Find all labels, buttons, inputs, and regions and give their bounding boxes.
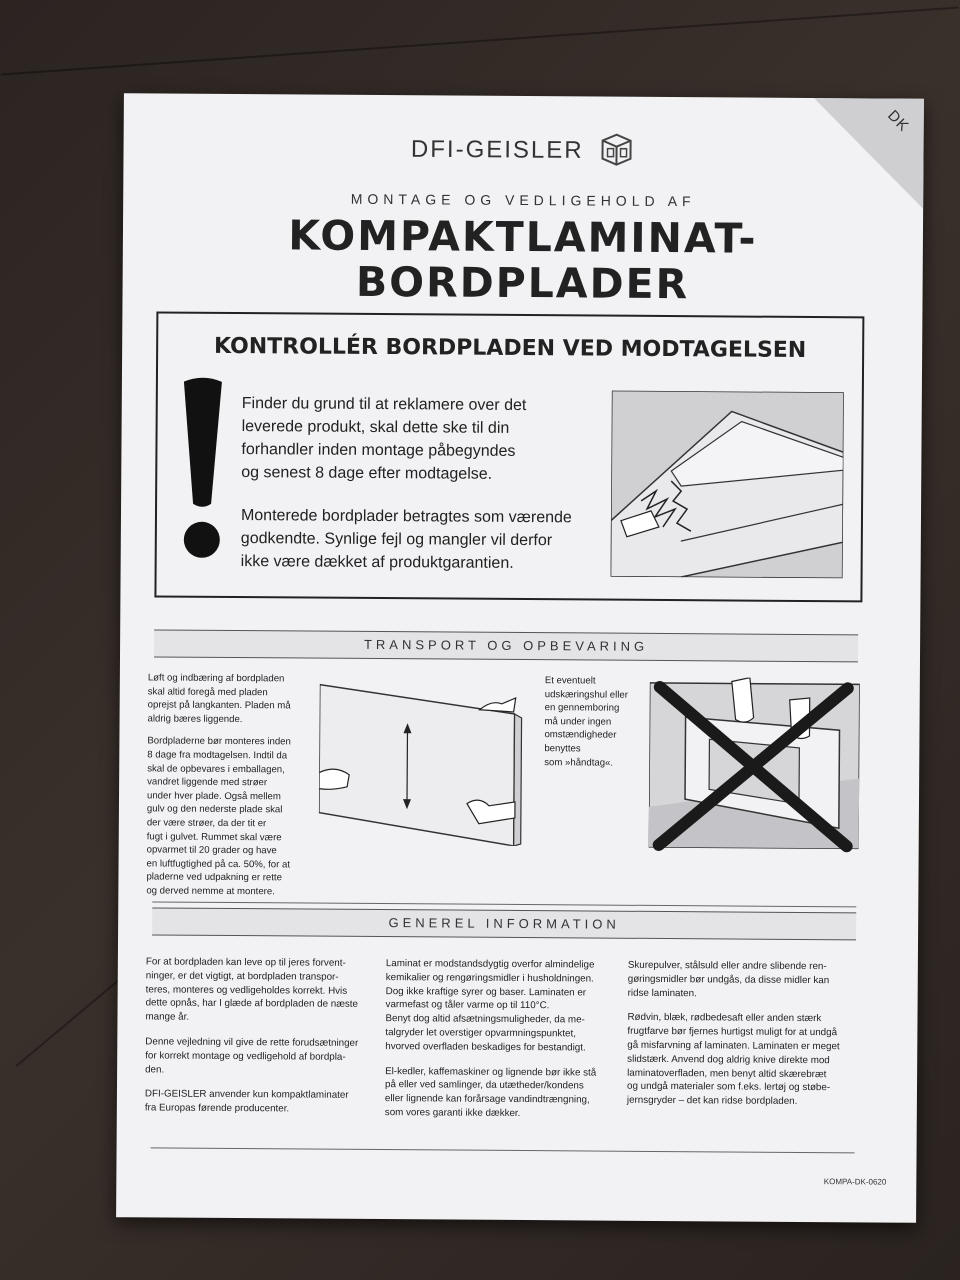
text-line: og derved nemme at montere. bbox=[146, 885, 275, 898]
general-paragraph bbox=[145, 1088, 371, 1117]
text-line: som vores garanti ikke dækker. bbox=[384, 1107, 521, 1119]
general-paragraph bbox=[385, 957, 612, 1055]
general-paragraph bbox=[628, 959, 854, 1002]
text-line: ikke være dækket af produktgarantien. bbox=[240, 553, 514, 572]
text-line: aldrig bæres liggende. bbox=[147, 713, 243, 725]
text-line: en gennemboring bbox=[544, 702, 620, 714]
text-line: Laminat er modstandsdygtig overfor almindelige bbox=[385, 958, 595, 971]
text-line: gulv og den nederste plade skal bbox=[146, 803, 283, 816]
document-code: KOMPA-DK-0620 bbox=[823, 1177, 887, 1187]
exclamation-icon bbox=[177, 374, 228, 569]
inspection-paragraph-2 bbox=[241, 504, 611, 576]
text-line: varmefast og tåler varme op til 110°C. bbox=[385, 999, 550, 1012]
general-section-heading: GENEREL INFORMATION bbox=[152, 907, 856, 940]
text-line: Skurepulver, stålsuld eller andre slibende ren- bbox=[627, 959, 827, 973]
text-line: jernsgryder – det kan ridse bordpladen. bbox=[626, 1094, 798, 1108]
text-line: Et eventuelt bbox=[544, 675, 596, 687]
general-column-2 bbox=[385, 957, 612, 1132]
text-line: leverede produkt, skal dette ske til din bbox=[241, 418, 510, 437]
damaged-edge-illustration bbox=[611, 391, 844, 579]
text-line: Monterede bordplader betragtes som værende bbox=[240, 507, 572, 527]
text-line: Benyt dog altid afsætningsmuligheder, da me- bbox=[385, 1013, 585, 1026]
text-line: 8 dage fra modtagelsen. Indtil da bbox=[147, 749, 288, 762]
page-title bbox=[122, 211, 923, 309]
do-not-carry-by-cutout-illustration bbox=[649, 677, 860, 854]
transport-section-heading: TRANSPORT OG OPBEVARING bbox=[154, 629, 858, 662]
inspection-heading: KONTROLLÉR BORDPLADEN VED MODTAGELSEN bbox=[213, 333, 807, 363]
text-line: den. bbox=[145, 1063, 165, 1076]
text-line: Rødvin, blæk, rødbedesaft eller anden stærk bbox=[627, 1012, 822, 1025]
text-line: der være strøer, da der tit er bbox=[146, 817, 267, 830]
text-line: Denne vejledning vil give de rette forudsætninger bbox=[145, 1036, 359, 1049]
text-line: vandret liggende med strøer bbox=[147, 776, 268, 789]
transport-paragraph-2 bbox=[146, 735, 319, 899]
text-line: laminatoverfladen, men benyt altid skærebræt bbox=[627, 1067, 827, 1080]
title-line-2: BORDPLADER bbox=[355, 257, 690, 309]
text-line: dette opnås, har I glæde af bordpladen de næste bbox=[145, 997, 359, 1011]
inspection-notice-box bbox=[154, 311, 864, 602]
text-line: en luftfugtighed på ca. 50%, for at bbox=[146, 858, 291, 871]
text-line: skal de opbevares i emballagen, bbox=[147, 762, 285, 775]
text-line: omstændigheder bbox=[544, 729, 617, 742]
brand-name: DFI-GEISLER bbox=[410, 135, 584, 164]
general-paragraph bbox=[145, 1035, 371, 1078]
cutout-warning-text bbox=[544, 674, 655, 770]
floor-seam bbox=[1, 7, 959, 76]
text-line: fra Europas førende producenter. bbox=[144, 1102, 290, 1115]
text-line: teres, monteres og vedligeholdes korrekt. Hvis bbox=[145, 983, 348, 997]
text-line: slidstærk. Anvend dog aldrig knive direkte mod bbox=[627, 1053, 830, 1066]
text-line: For at bordpladen kan leve op til jeres forvent- bbox=[145, 956, 346, 969]
text-line: gå misfarvning af laminaten. Laminaten er meget bbox=[627, 1039, 840, 1053]
text-line: under hver plade. Også mellem bbox=[146, 790, 281, 803]
text-line: Bordpladerne bør monteres inden bbox=[147, 735, 291, 748]
text-line: skal altid foregå med pladen bbox=[147, 685, 268, 698]
text-line: og undgå materialer som f.eks. lertøj og støbe- bbox=[626, 1081, 831, 1094]
footer-divider bbox=[151, 1147, 855, 1153]
subtitle: MONTAGE OG VEDLIGEHOLD AF bbox=[350, 190, 696, 210]
text-line: oprejst på langkanten. Pladen må bbox=[147, 699, 291, 712]
text-line: ridse laminaten. bbox=[627, 987, 697, 999]
text-line: på eller ved samlinger, da utætheder/kondens bbox=[384, 1079, 584, 1092]
text-line: frugtfarve bør fjernes hurtigst muligt for at undgå bbox=[627, 1025, 838, 1039]
text-line: benyttes bbox=[544, 743, 581, 755]
text-line: kemikalier og rengøringsmidler i husholdningen. bbox=[385, 971, 594, 985]
text-line: Løft og indbæring af bordpladen bbox=[147, 672, 285, 685]
text-line: forhandler inden montage påbegyndes bbox=[241, 441, 516, 460]
general-column-3 bbox=[627, 959, 854, 1121]
title-line-1: KOMPAKTLAMINAT- bbox=[288, 211, 758, 263]
language-label: DK bbox=[884, 107, 913, 136]
text-line: eller lignende kan forårsage vandindtrængning, bbox=[384, 1093, 590, 1106]
text-line: for korrekt montage og vedligehold af bordpla- bbox=[145, 1050, 346, 1063]
text-line: Finder du grund til at reklamere over det bbox=[241, 395, 527, 415]
text-line: fugt i gulvet. Rummet skal være bbox=[146, 830, 282, 843]
general-paragraph bbox=[385, 1065, 611, 1122]
transport-paragraph-1 bbox=[148, 671, 320, 727]
inspection-paragraph-1 bbox=[241, 392, 602, 487]
carry-upright-illustration bbox=[319, 677, 530, 846]
text-line: må under ingen bbox=[544, 715, 612, 728]
text-line: og senest 8 dage efter modtagelse. bbox=[241, 464, 493, 483]
text-line: udskæringshul eller bbox=[544, 688, 628, 701]
text-line: ninger, er det vigtigt, at bordpladen transpor- bbox=[145, 970, 339, 983]
text-line: pladerne ved udpakning er rette bbox=[146, 871, 282, 884]
general-paragraph bbox=[145, 955, 371, 1026]
transport-text-left bbox=[146, 671, 320, 908]
box-logo-icon bbox=[596, 131, 636, 172]
instruction-sheet bbox=[116, 93, 924, 1223]
text-line: Dog ikke kraftige syrer og baser. Laminaten er bbox=[385, 985, 587, 999]
general-paragraph bbox=[627, 1011, 854, 1109]
text-line: El-kedler, kaffemaskiner og lignende bør ikke stå bbox=[385, 1065, 597, 1079]
text-line: gøringsmidler bør undgås, da disse midler kan bbox=[627, 973, 830, 986]
text-line: hvorved overfladen beskadiges for bestandigt. bbox=[385, 1040, 586, 1054]
text-line: DFI-GEISLER anvender kun kompaktlaminater bbox=[144, 1088, 349, 1102]
brand-logo bbox=[123, 127, 923, 174]
text-line: godkendte. Synlige fejl og mangler vil derfor bbox=[240, 530, 553, 550]
floor-seam bbox=[16, 975, 125, 1067]
general-column-1 bbox=[145, 955, 372, 1128]
text-line: mange år. bbox=[145, 1011, 190, 1023]
text-line: talgryder let overstiger opvarmningspunktet, bbox=[385, 1027, 577, 1040]
text-line: opvarmet til 20 grader og have bbox=[146, 844, 277, 857]
text-line: som »håndtag«. bbox=[544, 756, 614, 769]
